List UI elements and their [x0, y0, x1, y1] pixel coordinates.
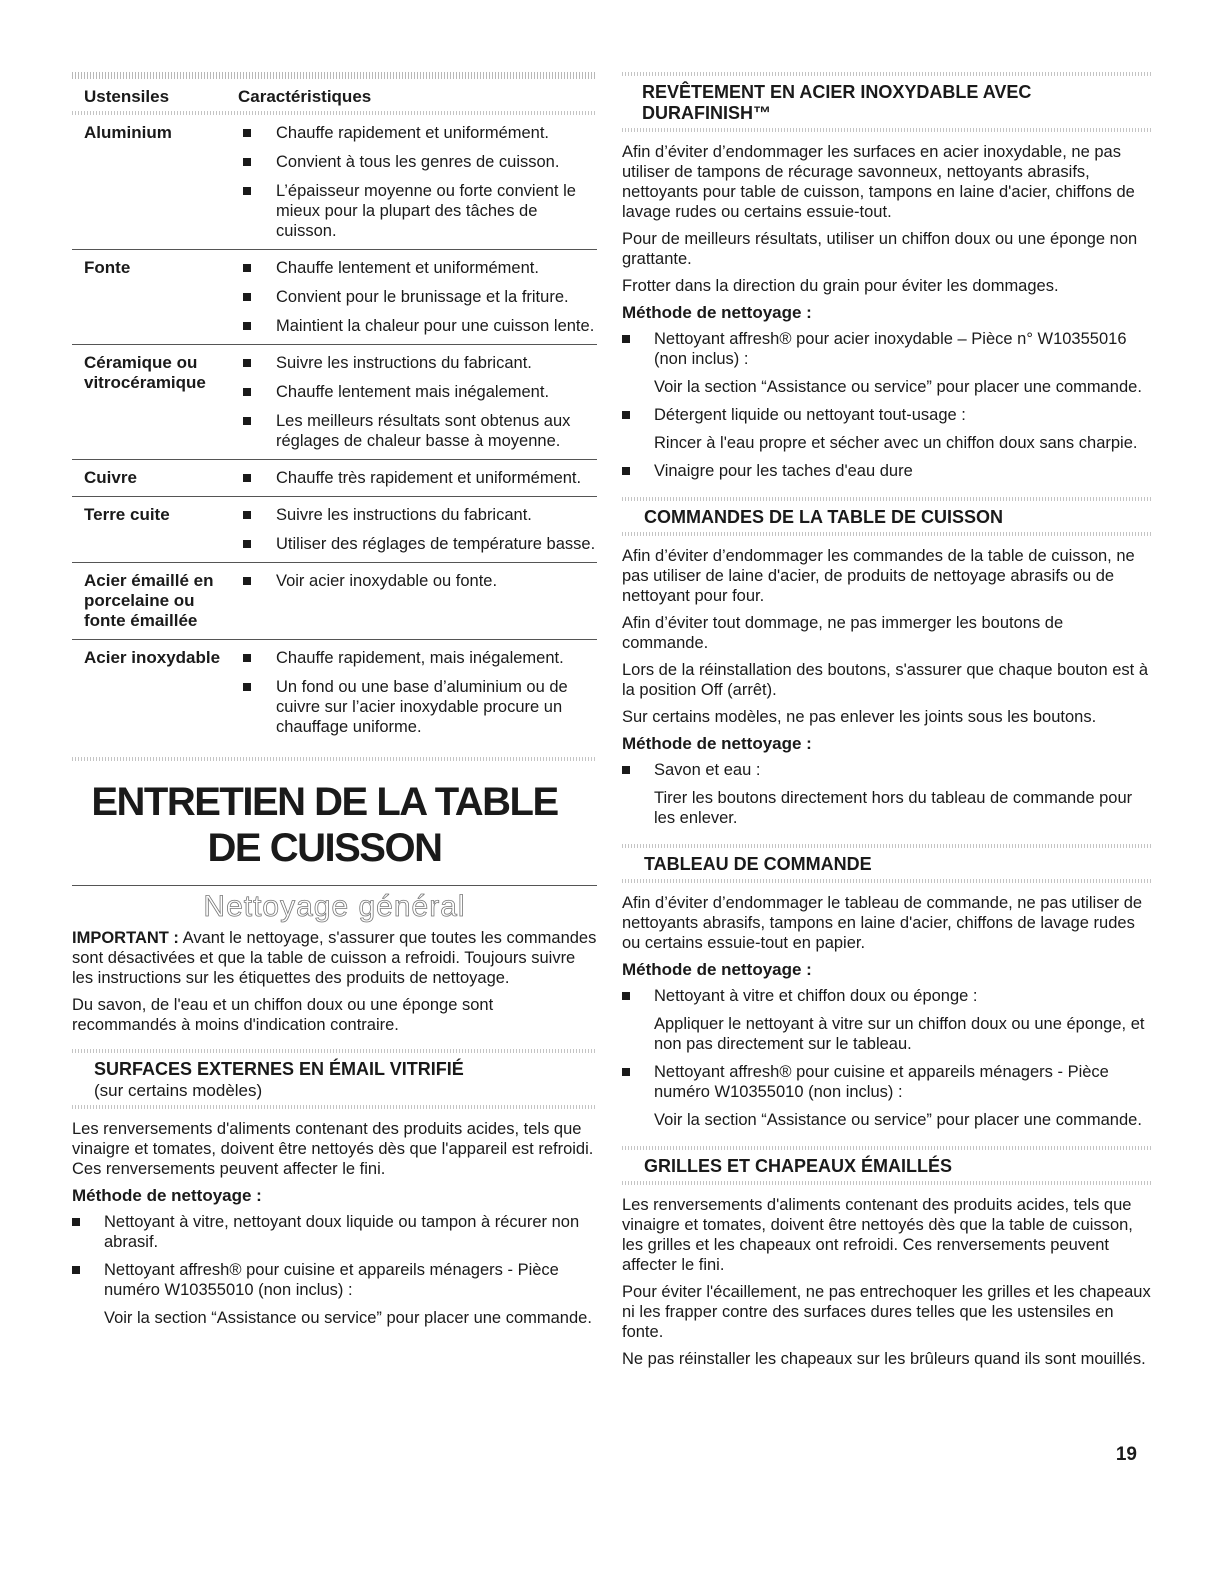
- section-hatch: [72, 1105, 597, 1109]
- email-paragraph: Les renversements d'aliments contenant des produits acides, tels que vinaigre et tomates, doivent être nettoyés dès que l'appareil est refroidi. Ces renversements peuvent affecter le fini.: [72, 1120, 594, 1178]
- method-note: Appliquer le nettoyant à vitre sur un chiffon doux ou une éponge, et non pas directement sur le tableau.: [654, 1015, 1145, 1053]
- section-heading-grates: GRILLES ET CHAPEAUX ÉMAILLÉS: [644, 1156, 953, 1176]
- utensil-name: Acier émaillé en porcelaine ou fonte émaillée: [84, 571, 214, 630]
- method-item: Nettoyant affresh® pour cuisine et appareils ménagers - Pièce numéro W10355010 (non inclus) :: [622, 1062, 1152, 1102]
- panel-paragraph: Afin d’éviter d’endommager le tableau de commande, ne pas utiliser de nettoyants abrasifs, tampons en laine d'acier, chiffons de lavage rudes ou certains essuie-tout en papier.: [622, 894, 1143, 952]
- method-note: Tirer les boutons directement hors du tableau de commande pour les enlever.: [654, 789, 1133, 827]
- method-item: Détergent liquide ou nettoyant tout-usage :: [622, 405, 1152, 425]
- inox-paragraph: Pour de meilleurs résultats, utiliser un chiffon doux ou une éponge non grattante.: [622, 230, 1138, 268]
- feature-item: Chauffe lentement et uniformément.: [238, 258, 597, 278]
- method-note: Voir la section “Assistance ou service” pour placer une commande.: [654, 378, 1142, 396]
- feature-item: Chauffe rapidement, mais inégalement.: [238, 648, 597, 668]
- method-label: Méthode de nettoyage :: [622, 960, 812, 979]
- title-rule: [72, 885, 597, 886]
- method-label: Méthode de nettoyage :: [72, 1186, 262, 1205]
- inox-paragraph: Frotter dans la direction du grain pour éviter les dommages.: [622, 277, 1059, 295]
- feature-item: Les meilleurs résultats sont obtenus aux réglages de chaleur basse à moyenne.: [238, 411, 597, 451]
- method-note: Voir la section “Assistance ou service” pour placer une commande.: [104, 1309, 592, 1327]
- feature-item: Maintient la chaleur pour une cuisson lente.: [238, 316, 597, 336]
- grates-paragraph: Ne pas réinstaller les chapeaux sur les brûleurs quand ils sont mouillés.: [622, 1350, 1146, 1368]
- table-bottom-hatch: [72, 757, 597, 761]
- section-hatch: [622, 1181, 1152, 1185]
- table-row: [72, 460, 597, 497]
- page-number: 19: [1115, 1444, 1137, 1465]
- controls-paragraph: Afin d’éviter d’endommager les commandes de la table de cuisson, ne pas utiliser de laine d'acier, de produits de nettoyage abrasifs ou de nettoyant pour four.: [622, 547, 1135, 605]
- important-text: Avant le nettoyage, s'assurer que toutes les commandes sont désactivées et que la table de cuisson a refroidi. Toujours suivre les instructions sur les étiquettes des produits de nettoyage.: [72, 929, 597, 987]
- method-item: Savon et eau :: [622, 760, 1152, 780]
- section-heading-inox: REVÊTEMENT EN ACIER INOXYDABLE AVEC DURAFINISH™: [642, 82, 1032, 123]
- section-subtitle: Nettoyage général: [203, 890, 466, 923]
- feature-item: Chauffe rapidement et uniformément.: [238, 123, 597, 143]
- table-header-utensils: Ustensiles: [84, 87, 170, 106]
- grates-paragraph: Pour éviter l'écaillement, ne pas entrechoquer les grilles et les chapeaux ni les frapper contre des surfaces dures telles que les ustensiles en fonte.: [622, 1283, 1151, 1341]
- method-label: Méthode de nettoyage :: [622, 303, 812, 322]
- table-row: [72, 345, 597, 460]
- main-title: ENTRETIEN DE LA TABLE DE CUISSON: [91, 780, 558, 870]
- method-item: Nettoyant affresh® pour cuisine et appareils ménagers - Pièce numéro W10355010 (non inclus) :: [72, 1260, 597, 1300]
- important-paragraph: [72, 928, 597, 988]
- section-hatch: [622, 128, 1152, 132]
- feature-item: Utiliser des réglages de température basse.: [238, 534, 597, 554]
- feature-item: Suivre les instructions du fabricant.: [238, 505, 597, 525]
- section-heading-panel: TABLEAU DE COMMANDE: [644, 854, 872, 874]
- section-heading-email: [72, 1053, 597, 1105]
- table-row: [72, 640, 597, 745]
- feature-item: Chauffe très rapidement et uniformément.: [238, 468, 597, 488]
- method-item: Nettoyant à vitre, nettoyant doux liquide ou tampon à récurer non abrasif.: [72, 1212, 597, 1252]
- utensil-name: Céramique ou vitrocéramique: [84, 353, 206, 392]
- section-heading-subtitle: (sur certains modèles): [94, 1081, 263, 1100]
- utensil-name: Fonte: [84, 258, 131, 277]
- method-note: Voir la section “Assistance ou service” pour placer une commande.: [654, 1111, 1142, 1129]
- right-column: [622, 72, 1152, 1376]
- section-hatch: [622, 879, 1152, 883]
- feature-item: Un fond ou une base d’aluminium ou de cuivre sur l’acier inoxydable procure un chauffage uniforme.: [238, 677, 597, 737]
- table-row: [72, 497, 597, 563]
- left-column: [72, 72, 597, 1336]
- utensil-name: Terre cuite: [84, 505, 170, 524]
- controls-paragraph: Afin d’éviter tout dommage, ne pas immerger les boutons de commande.: [622, 614, 1064, 652]
- section-heading-controls: COMMANDES DE LA TABLE DE CUISSON: [644, 507, 1004, 527]
- inox-paragraph: Afin d’éviter d’endommager les surfaces en acier inoxydable, ne pas utiliser de tampons de récurage savonneux, nettoyants abrasifs, nettoyants pour table de cuisson, tampons en laine d'acier, chiffons de lavage rudes ou certains essuie-tout.: [622, 143, 1135, 221]
- feature-item: Chauffe lentement mais inégalement.: [238, 382, 597, 402]
- feature-item: Convient pour le brunissage et la friture.: [238, 287, 597, 307]
- utensil-name: Cuivre: [84, 468, 137, 487]
- utensil-name: Acier inoxydable: [84, 648, 221, 667]
- table-header-characteristics: Caractéristiques: [238, 87, 372, 106]
- important-label: IMPORTANT :: [72, 929, 179, 947]
- table-row: [72, 563, 597, 640]
- feature-item: L’épaisseur moyenne ou forte convient le mieux pour la plupart des tâches de cuisson.: [238, 181, 597, 241]
- feature-item: Suivre les instructions du fabricant.: [238, 353, 597, 373]
- controls-paragraph: Sur certains modèles, ne pas enlever les joints sous les boutons.: [622, 708, 1097, 726]
- table-header: [72, 79, 597, 111]
- section-heading-title: SURFACES EXTERNES EN ÉMAIL VITRIFIÉ: [94, 1059, 464, 1079]
- feature-item: Voir acier inoxydable ou fonte.: [238, 571, 597, 591]
- controls-paragraph: Lors de la réinstallation des boutons, s'assurer que chaque bouton est à la position Off (arrêt).: [622, 661, 1148, 699]
- table-top-hatch: [72, 72, 597, 79]
- table-row: [72, 250, 597, 345]
- intro-paragraph: Du savon, de l'eau et un chiffon doux ou une éponge sont recommandés à moins d'indication contraire.: [72, 996, 494, 1034]
- section-hatch: [622, 532, 1152, 536]
- method-item: Nettoyant affresh® pour acier inoxydable – Pièce n° W10355016 (non inclus) :: [622, 329, 1152, 369]
- utensil-name: Aluminium: [84, 123, 172, 142]
- table-row: [72, 115, 597, 250]
- method-item: Nettoyant à vitre et chiffon doux ou éponge :: [622, 986, 1152, 1006]
- grates-paragraph: Les renversements d'aliments contenant des produits acides, tels que vinaigre et tomates, doivent être nettoyés dès que la table de cuisson, les grilles et les chapeaux ont refroidi. Ces renversements peuvent affecter le fini.: [622, 1196, 1133, 1274]
- method-label: Méthode de nettoyage :: [622, 734, 812, 753]
- feature-item: Convient à tous les genres de cuisson.: [238, 152, 597, 172]
- method-item: Vinaigre pour les taches d'eau dure: [622, 461, 1152, 481]
- method-note: Rincer à l'eau propre et sécher avec un chiffon doux sans charpie.: [654, 434, 1138, 452]
